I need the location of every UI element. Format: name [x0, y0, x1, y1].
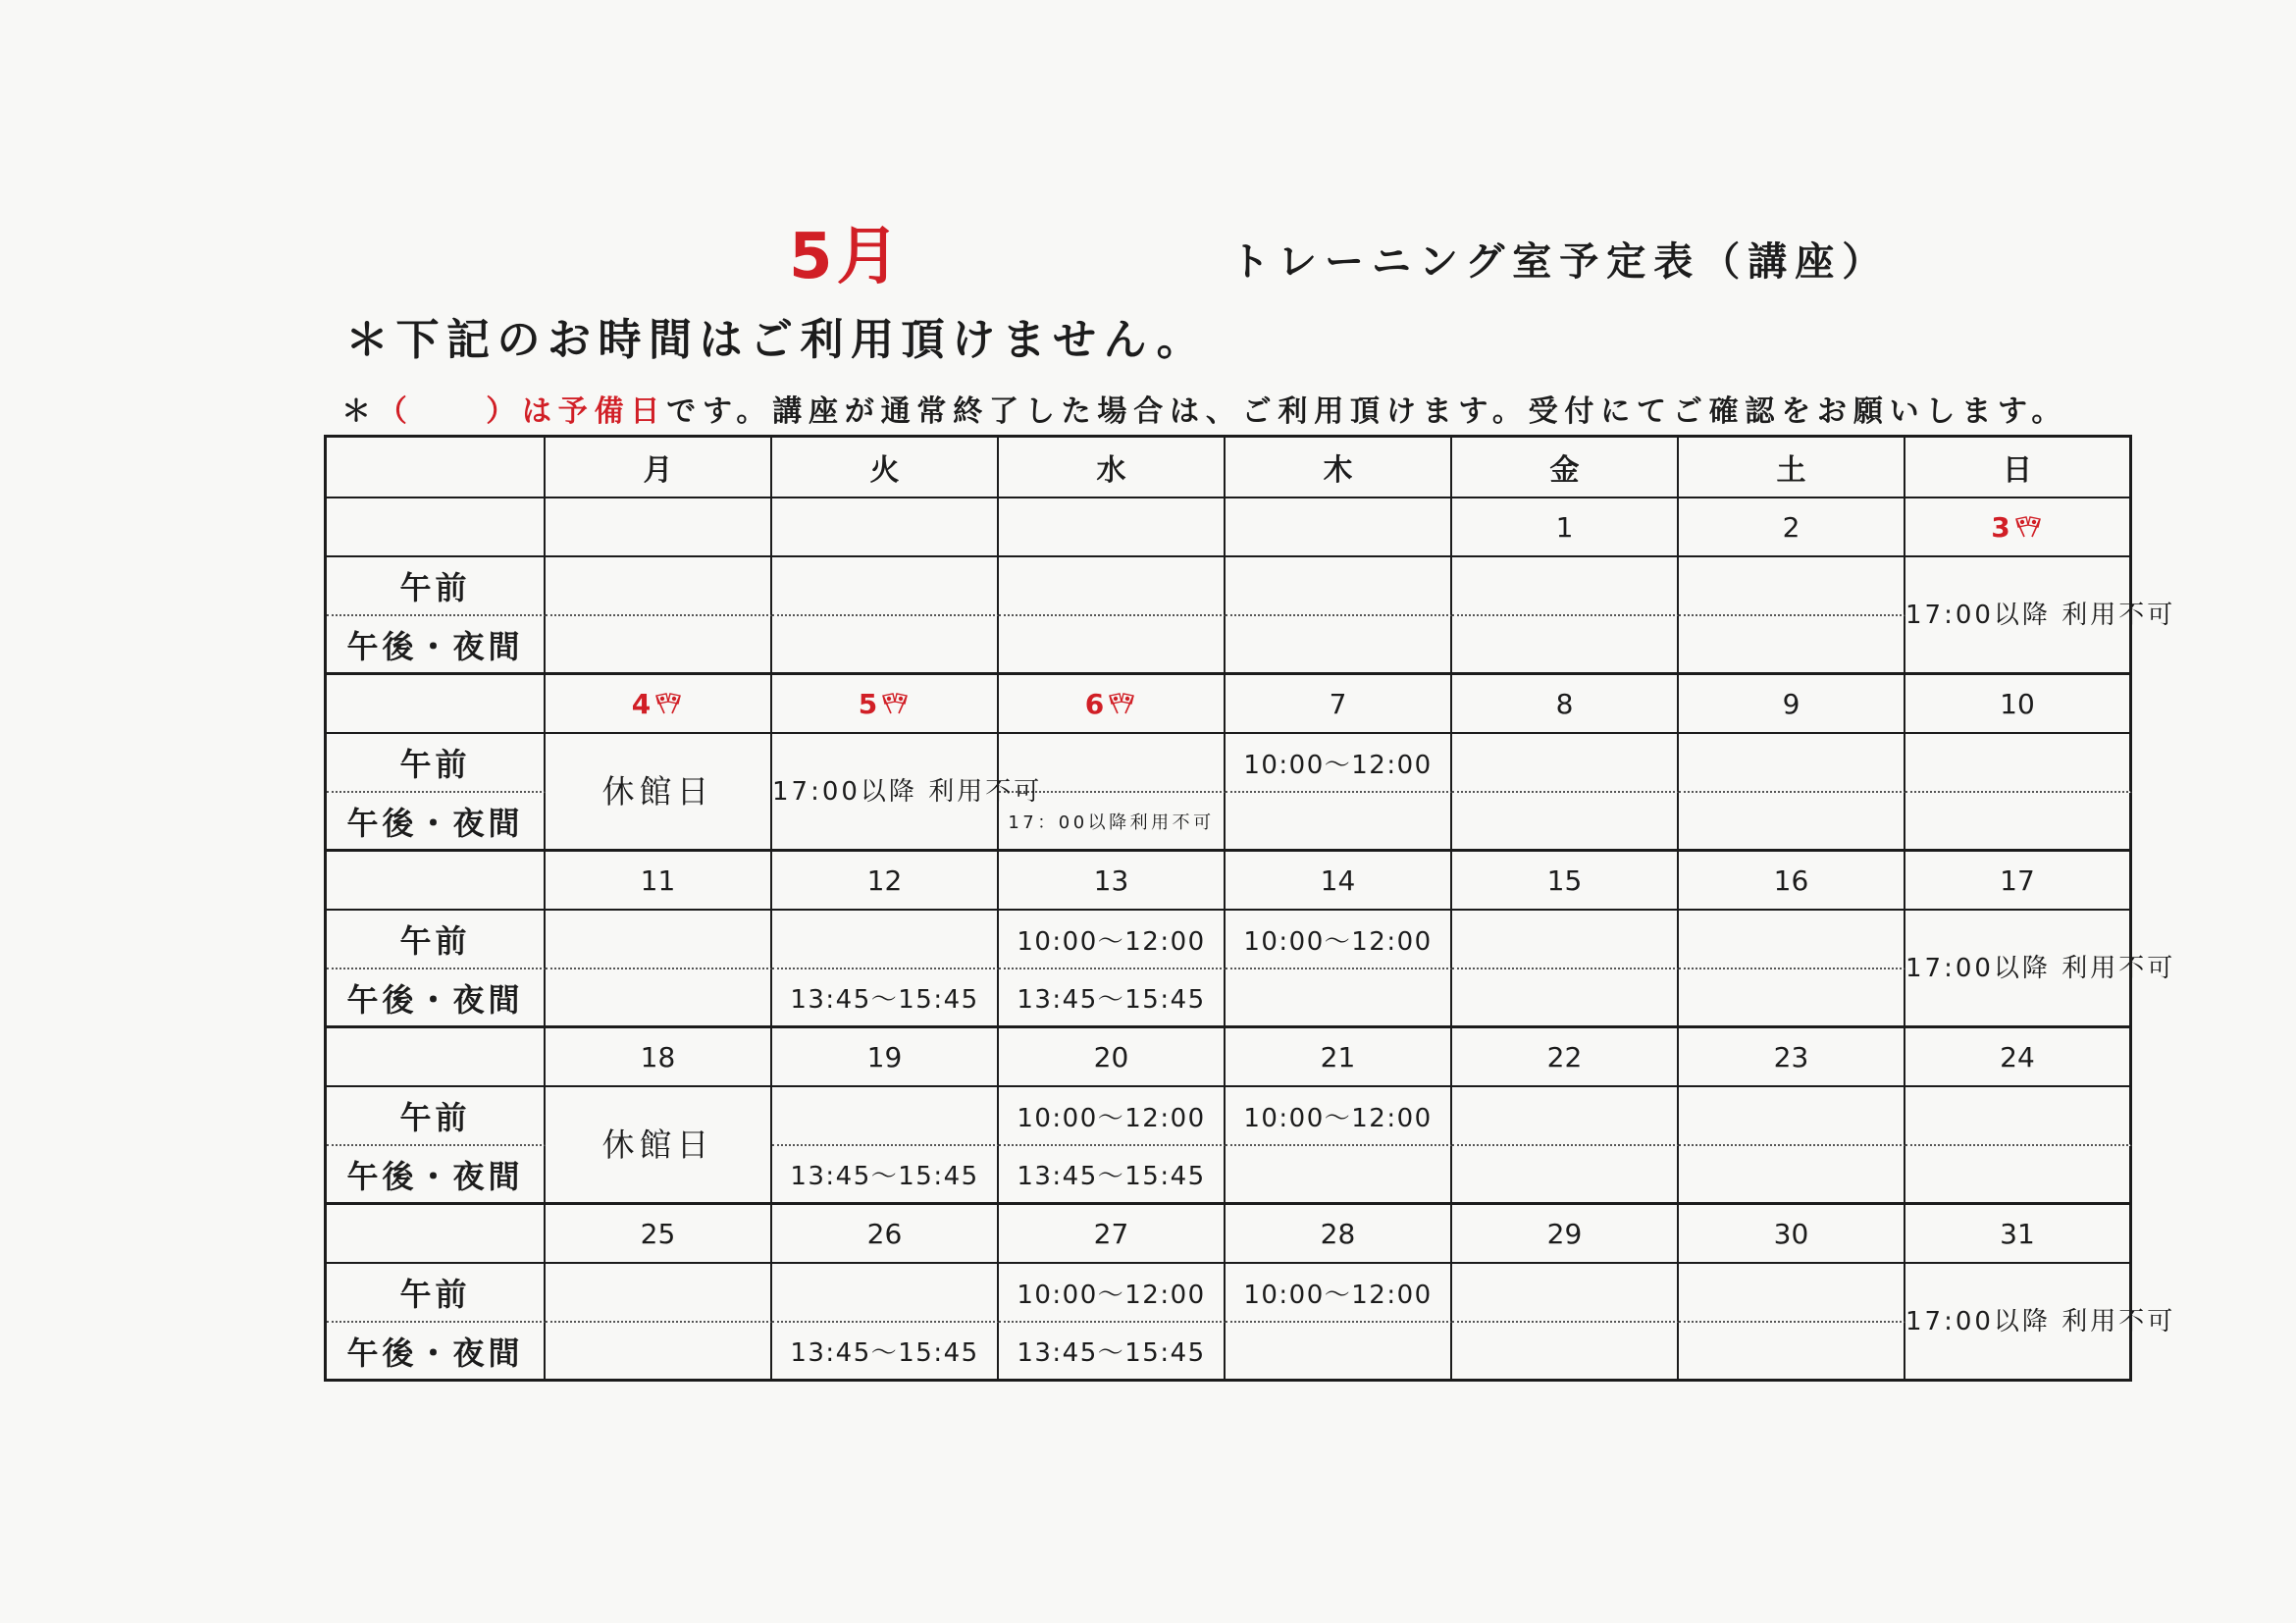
- date-cell: 25: [546, 1205, 772, 1264]
- date-cell: 19: [772, 1028, 999, 1087]
- closed-day-cell: 休館日: [546, 734, 772, 852]
- row-label-pm: 午後・夜間: [327, 793, 546, 852]
- date-cell: [999, 498, 1226, 557]
- row-label-am: 午前: [327, 911, 546, 969]
- date-cell: 13: [999, 852, 1226, 911]
- date-cell: 17: [1905, 852, 2132, 911]
- weekday-sun: 日: [1905, 438, 2132, 498]
- unavailable-note-sun: 17:00以降 利用不可: [1905, 557, 2132, 675]
- row-label-am: 午前: [327, 1087, 546, 1146]
- date-cell: 24: [1905, 1028, 2132, 1087]
- pm-cell-tue: [772, 616, 999, 675]
- row-label-am: 午前: [327, 734, 546, 793]
- date-number: 4: [631, 687, 652, 720]
- am-cell-tue: [772, 557, 999, 616]
- weekday-mon: 月: [546, 438, 772, 498]
- week-4-am-row: [327, 1087, 2132, 1146]
- date-cell: 29: [1452, 1205, 1679, 1264]
- pm-cell-wed: 17：00以降利用不可: [999, 793, 1226, 852]
- pm-cell-fri: [1452, 969, 1679, 1028]
- date-cell: 16: [1679, 852, 1905, 911]
- date-cell: 9: [1679, 675, 1905, 734]
- date-cell: [772, 498, 999, 557]
- pm-cell-thu: [1226, 969, 1452, 1028]
- am-cell-sat: [1679, 557, 1905, 616]
- am-cell-tue: [772, 1087, 999, 1146]
- week-5-am-row: [327, 1264, 2132, 1323]
- date-cell: 30: [1679, 1205, 1905, 1264]
- note-mark: ＊: [341, 394, 378, 429]
- pm-cell-sat: [1679, 1323, 1905, 1382]
- week-5-pm-row: [327, 1323, 2132, 1382]
- row-label-pm: 午後・夜間: [327, 969, 546, 1028]
- am-cell-tue: [772, 911, 999, 969]
- pm-cell-mon: [546, 1323, 772, 1382]
- pm-cell-tue: 13:45～15:45: [772, 1146, 999, 1205]
- schedule-table: [324, 435, 2176, 1382]
- weekday-tue: 火: [772, 438, 999, 498]
- date-cell: [1226, 498, 1452, 557]
- weekday-sat: 土: [1679, 438, 1905, 498]
- note-reserve-day: （ ）は予備日: [377, 394, 667, 429]
- row-label-pm: 午後・夜間: [327, 616, 546, 675]
- pm-cell-mon: [546, 969, 772, 1028]
- am-cell-tue: [772, 1264, 999, 1323]
- pm-cell-thu: [1226, 793, 1452, 852]
- am-cell-sat: [1679, 911, 1905, 969]
- week-3-pm-row: [327, 969, 2132, 1028]
- flag-icon: [879, 693, 911, 714]
- weekday-thu: 木: [1226, 438, 1452, 498]
- week-2-date-row: [327, 675, 2132, 734]
- unavailable-note-sun: 17:00以降 利用不可: [1905, 911, 2132, 1028]
- date-cell: 27: [999, 1205, 1226, 1264]
- date-cell: 10: [1905, 675, 2132, 734]
- pm-cell-wed: [999, 616, 1226, 675]
- weekday-wed: 水: [999, 438, 1226, 498]
- am-cell-fri: [1452, 1087, 1679, 1146]
- header-corner-cell: [327, 438, 546, 498]
- am-cell-sun: [1905, 1087, 2132, 1146]
- date-cell: 14: [1226, 852, 1452, 911]
- month-title: 5月: [789, 221, 904, 293]
- am-cell-thu: 10:00～12:00: [1226, 734, 1452, 793]
- date-cell: 11: [546, 852, 772, 911]
- week-4-date-row: [327, 1028, 2132, 1087]
- pm-cell-tue: 13:45～15:45: [772, 969, 999, 1028]
- date-cell: 23: [1679, 1028, 1905, 1087]
- week-5-date-row: [327, 1205, 2132, 1264]
- pm-cell-wed: 13:45～15:45: [999, 1323, 1226, 1382]
- pm-cell-fri: [1452, 616, 1679, 675]
- date-cell: 8: [1452, 675, 1679, 734]
- am-cell-fri: [1452, 557, 1679, 616]
- note-text: です。講座が通常終了した場合は、ご利用頂けます。受付にてご確認をお願いします。: [666, 394, 2068, 429]
- pm-cell-thu: [1226, 1146, 1452, 1205]
- date-cell: 7: [1226, 675, 1452, 734]
- am-cell-sat: [1679, 1087, 1905, 1146]
- date-cell: 2: [1679, 498, 1905, 557]
- pm-cell-mon: [546, 616, 772, 675]
- date-row-label: [327, 498, 546, 557]
- am-cell-thu: 10:00～12:00: [1226, 1087, 1452, 1146]
- pm-cell-sat: [1679, 616, 1905, 675]
- pm-cell-fri: [1452, 1323, 1679, 1382]
- am-cell-wed: 10:00～12:00: [999, 1087, 1226, 1146]
- date-number: 6: [1084, 687, 1105, 720]
- pm-cell-wed: 13:45～15:45: [999, 969, 1226, 1028]
- week-1-am-row: [327, 557, 2132, 616]
- am-cell-fri: [1452, 911, 1679, 969]
- am-cell-fri: [1452, 734, 1679, 793]
- week-1-date-row: [327, 498, 2132, 557]
- row-label-am: 午前: [327, 557, 546, 616]
- date-row-label: [327, 675, 546, 734]
- date-row-label: [327, 852, 546, 911]
- week-3-am-row: [327, 911, 2132, 969]
- pm-cell-sat: [1679, 793, 1905, 852]
- date-row-label: [327, 1205, 546, 1264]
- pm-cell-sun: [1905, 793, 2132, 852]
- holiday-date-cell: [999, 675, 1226, 734]
- holiday-date-cell: [772, 675, 999, 734]
- unavailable-note-sun: 17:00以降 利用不可: [1905, 1264, 2132, 1382]
- pm-cell-sat: [1679, 969, 1905, 1028]
- holiday-date-cell: [1905, 498, 2132, 557]
- date-cell: 1: [1452, 498, 1679, 557]
- pm-cell-thu: [1226, 1323, 1452, 1382]
- am-cell-mon: [546, 911, 772, 969]
- week-2-am-row: [327, 734, 2132, 793]
- date-cell: 22: [1452, 1028, 1679, 1087]
- row-label-pm: 午後・夜間: [327, 1323, 546, 1382]
- pm-cell-sun: [1905, 1146, 2132, 1205]
- am-cell-sat: [1679, 734, 1905, 793]
- flag-icon: [2012, 516, 2044, 538]
- am-cell-wed: 10:00～12:00: [999, 1264, 1226, 1323]
- date-cell: 31: [1905, 1205, 2132, 1264]
- pm-cell-fri: [1452, 1146, 1679, 1205]
- am-cell-fri: [1452, 1264, 1679, 1323]
- holiday-date-cell: [546, 675, 772, 734]
- pm-cell-wed: 13:45～15:45: [999, 1146, 1226, 1205]
- am-cell-thu: 10:00～12:00: [1226, 911, 1452, 969]
- am-cell-mon: [546, 557, 772, 616]
- weekday-header-row: [327, 438, 2132, 498]
- date-cell: 21: [1226, 1028, 1452, 1087]
- row-label-pm: 午後・夜間: [327, 1146, 546, 1205]
- pm-cell-tue: 13:45～15:45: [772, 1323, 999, 1382]
- weekday-fri: 金: [1452, 438, 1679, 498]
- page-title: トレーニング室予定表（講座）: [1230, 239, 1890, 285]
- date-cell: 18: [546, 1028, 772, 1087]
- date-cell: 26: [772, 1205, 999, 1264]
- notice-text: ＊下記のお時間はご利用頂けません。: [345, 315, 1208, 365]
- date-row-label: [327, 1028, 546, 1087]
- unavailable-note-tue: 17:00以降 利用不可: [772, 734, 999, 852]
- date-cell: 20: [999, 1028, 1226, 1087]
- pm-cell-fri: [1452, 793, 1679, 852]
- week-3-date-row: [327, 852, 2132, 911]
- am-cell-wed: 10:00～12:00: [999, 911, 1226, 969]
- flag-icon: [1106, 693, 1137, 714]
- am-cell-thu: [1226, 557, 1452, 616]
- date-cell: 12: [772, 852, 999, 911]
- date-number: 3: [1991, 510, 2010, 544]
- date-number: 5: [858, 687, 878, 720]
- am-cell-wed: [999, 557, 1226, 616]
- week-1-pm-row: [327, 616, 2132, 675]
- pm-cell-sat: [1679, 1146, 1905, 1205]
- closed-day-cell: 休館日: [546, 1087, 772, 1205]
- row-label-am: 午前: [327, 1264, 546, 1323]
- pm-cell-thu: [1226, 616, 1452, 675]
- am-cell-thu: 10:00～12:00: [1226, 1264, 1452, 1323]
- am-cell-mon: [546, 1264, 772, 1323]
- date-cell: 28: [1226, 1205, 1452, 1264]
- am-cell-sun: [1905, 734, 2132, 793]
- am-cell-sat: [1679, 1264, 1905, 1323]
- flag-icon: [652, 693, 684, 714]
- reserve-note: [341, 394, 2068, 429]
- date-cell: 15: [1452, 852, 1679, 911]
- date-cell: [546, 498, 772, 557]
